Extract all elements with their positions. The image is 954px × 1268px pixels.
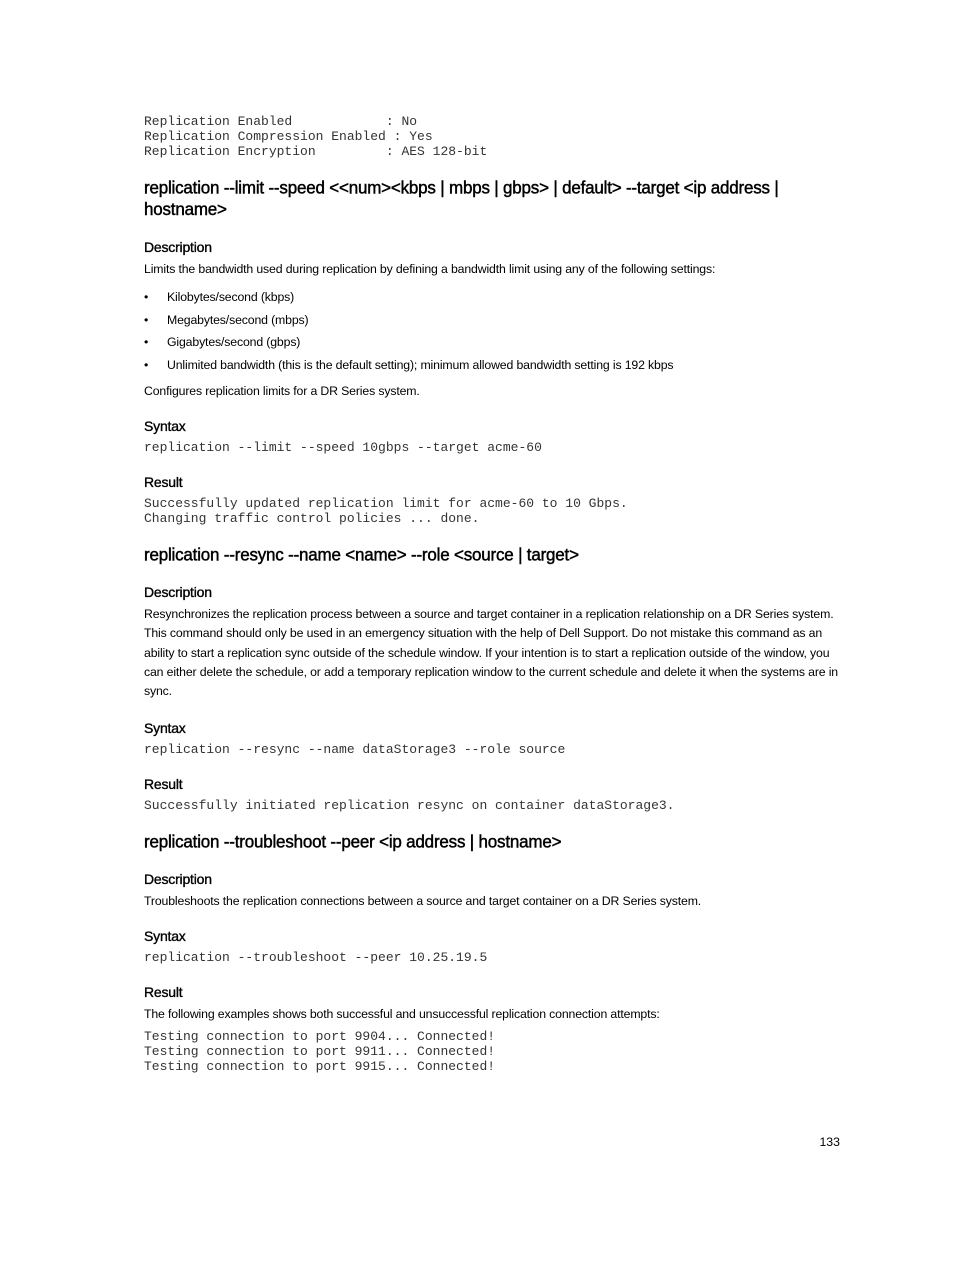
- bandwidth-options-list: [144, 289, 840, 373]
- syntax-label: Syntax: [144, 418, 186, 435]
- section-heading-resync: replication --resync --name <name> --role <source | target>: [144, 545, 579, 566]
- result-label: Result: [144, 983, 183, 1000]
- syntax-code: replication --resync --name dataStorage3 --role source: [144, 741, 566, 757]
- description-label: Description: [144, 239, 212, 255]
- result-code: Testing connection to port 9904... Connected! Testing connection to port 9911... Connected! Testing connection to port 9915... Connected!: [144, 1029, 496, 1075]
- description-text: Troubleshoots the replication connections between a source and target container on a DR Series system.: [144, 893, 702, 908]
- result-label: Result: [144, 775, 183, 792]
- result-intro-text: The following examples shows both successful and unsuccessful replication connection attempts:: [144, 1006, 660, 1021]
- section-heading-limit: replication --limit --speed <<num><kbps | mbps | gbps> | default> --target <ip address | hostname>: [144, 178, 779, 219]
- result-code: Successfully updated replication limit for acme-60 to 10 Gbps. Changing traffic control policies ... done.: [144, 496, 628, 527]
- intro-output-line: Replication Encryption : AES 128-bit: [144, 144, 488, 159]
- document-page: [144, 113, 840, 1074]
- intro-output-block: [144, 114, 840, 159]
- section-heading-troubleshoot: replication --troubleshoot --peer <ip address | hostname>: [144, 831, 562, 852]
- result-code: Successfully initiated replication resync on container dataStorage3.: [144, 797, 675, 813]
- syntax-code: replication --limit --speed 10gbps --target acme-60: [144, 440, 542, 456]
- description-text: Limits the bandwidth used during replication by defining a bandwidth limit using any of the following settings:: [144, 262, 716, 276]
- intro-output-line: Replication Compression Enabled : Yes: [144, 129, 433, 144]
- list-item: • Gigabytes/second (gbps): [144, 334, 840, 350]
- intro-output-line: Replication Enabled : No: [144, 114, 418, 129]
- description-extra-text: Configures replication limits for a DR Series system.: [144, 383, 420, 398]
- syntax-code: replication --troubleshoot --peer 10.25.19.5: [144, 949, 488, 965]
- description-label: Description: [144, 584, 212, 601]
- description-text: Resynchronizes the replication process between a source and target container in a replication relationship on a DR Series system. This command should only be used in an emergency situation with the help of Dell Support. Do not mistake this command as an ability to start a replication sync outside of the schedule window. If your intention is to start a replication outside of the window, you can either delete the schedule, or add a temporary replication window to the current schedule and delete it when the systems are in sync.: [144, 607, 838, 699]
- list-item: • Unlimited bandwidth (this is the default setting); minimum allowed bandwidth setting is 192 kbps: [144, 357, 840, 373]
- syntax-label: Syntax: [144, 927, 186, 944]
- syntax-label: Syntax: [144, 719, 186, 736]
- description-label: Description: [144, 870, 212, 887]
- list-item: • Kilobytes/second (kbps): [144, 289, 840, 305]
- list-item: • Megabytes/second (mbps): [144, 312, 840, 328]
- page-number: 133: [819, 1135, 840, 1149]
- result-label: Result: [144, 474, 183, 491]
